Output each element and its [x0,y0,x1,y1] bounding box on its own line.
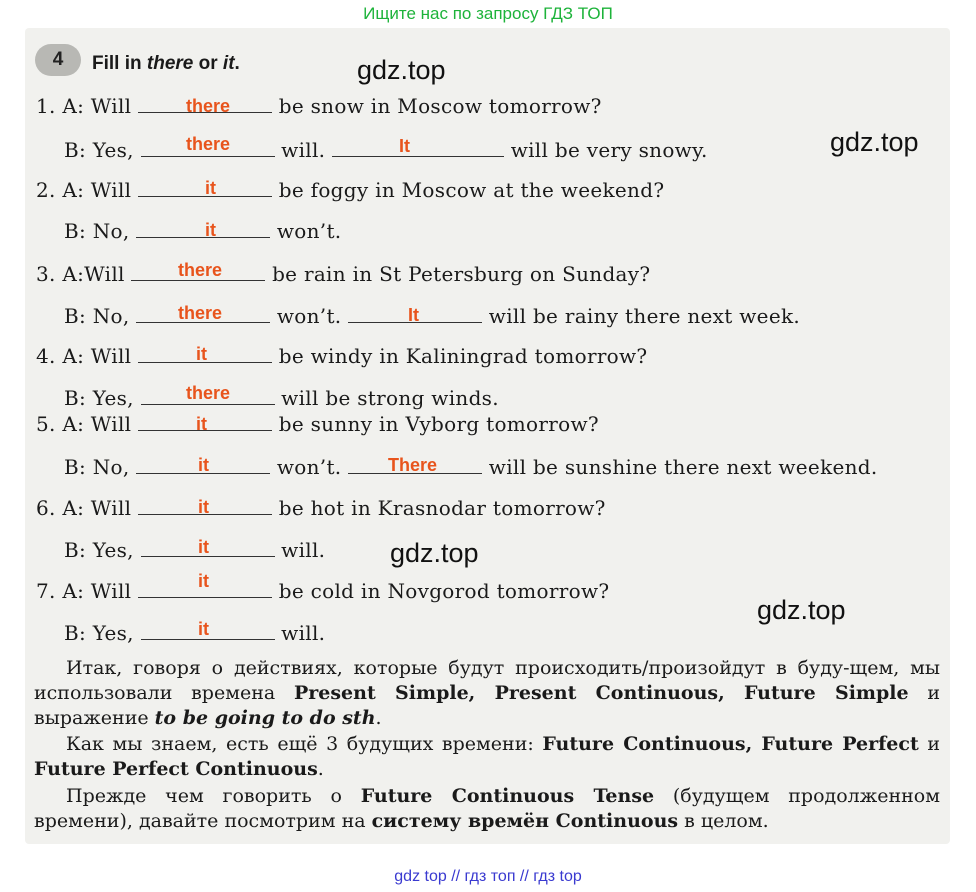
exercise-line: B: Yes, will. [64,621,326,645]
exercise-line: B: Yes, will. [64,538,326,562]
answer-text: There [388,455,438,475]
answer-text: there [186,383,231,403]
paragraph-future-tenses: Как мы знаем, есть ещё 3 будущих времени: Future Continuous, Future Perfect и Future Perfect Continuous. [34,733,940,780]
exercise-line: 4. A: Will be windy in Kaliningrad tomorrow? [36,344,648,368]
search-hint-banner: Ищите нас по запросу ГДЗ ТОП [363,4,613,23]
answer-text: it [198,619,209,639]
answer-text: there [186,134,231,154]
exercise-line: B: Yes, will be strong winds. [64,386,499,410]
answer-text: it [205,178,216,198]
exercise-line: 3. A:Will be rain in St Petersburg on Sunday? [36,262,651,286]
watermark: gdz.top [357,55,446,85]
exercise-line: B: Yes, will. will be very snowy. [64,138,708,162]
watermark: gdz.top [390,538,479,568]
answer-text: it [205,220,216,240]
footer-watermark: gdz top // гдз топ // гдз top [394,868,582,885]
exercise-line: 5. A: Will be sunny in Vyborg tomorrow? [36,412,599,436]
watermark: gdz.top [757,595,846,625]
exercise-instruction: Fill in there or it. [92,53,240,74]
exercise-line: 1. A: Will be snow in Moscow tomorrow? [36,94,602,118]
answer-text: it [198,455,209,475]
exercise-line: B: No, won’t. [64,219,342,243]
exercise-line: 7. A: Will be cold in Novgorod tomorrow? [36,579,610,603]
paragraph-intro: Итак, говоря о действиях, которые будут происходить/произойдут в буду-щем, мы использовали времена Present Simple, Present Continuous, Future Simple и выражение to be going to do sth. [34,657,941,729]
answer-text: it [198,537,209,557]
answer-text: there [186,96,231,116]
exercise-number-badge: 4 [35,44,81,76]
answer-text: it [198,571,209,591]
answer-text: there [178,303,223,323]
answer-text: it [198,497,209,517]
exercise-line: B: No, won’t. will be rainy there next week. [64,304,801,328]
watermark: gdz.top [830,127,919,157]
answer-text: It [408,305,419,325]
exercise-line: 6. A: Will be hot in Krasnodar tomorrow? [36,496,606,520]
answer-text: it [196,344,207,364]
answer-text: it [196,414,207,434]
exercise-line: 2. A: Will be foggy in Moscow at the weekend? [36,178,665,202]
answer-text: It [399,136,410,156]
exercise-line: B: No, won’t. will be sunshine there next weekend. [64,455,878,479]
answer-text: there [178,260,223,280]
paragraph-continuous: Прежде чем говорить о Future Continuous Tense (будущем продолженном времени), давайте посмотрим на систему времён Continuous в целом. [34,785,940,832]
